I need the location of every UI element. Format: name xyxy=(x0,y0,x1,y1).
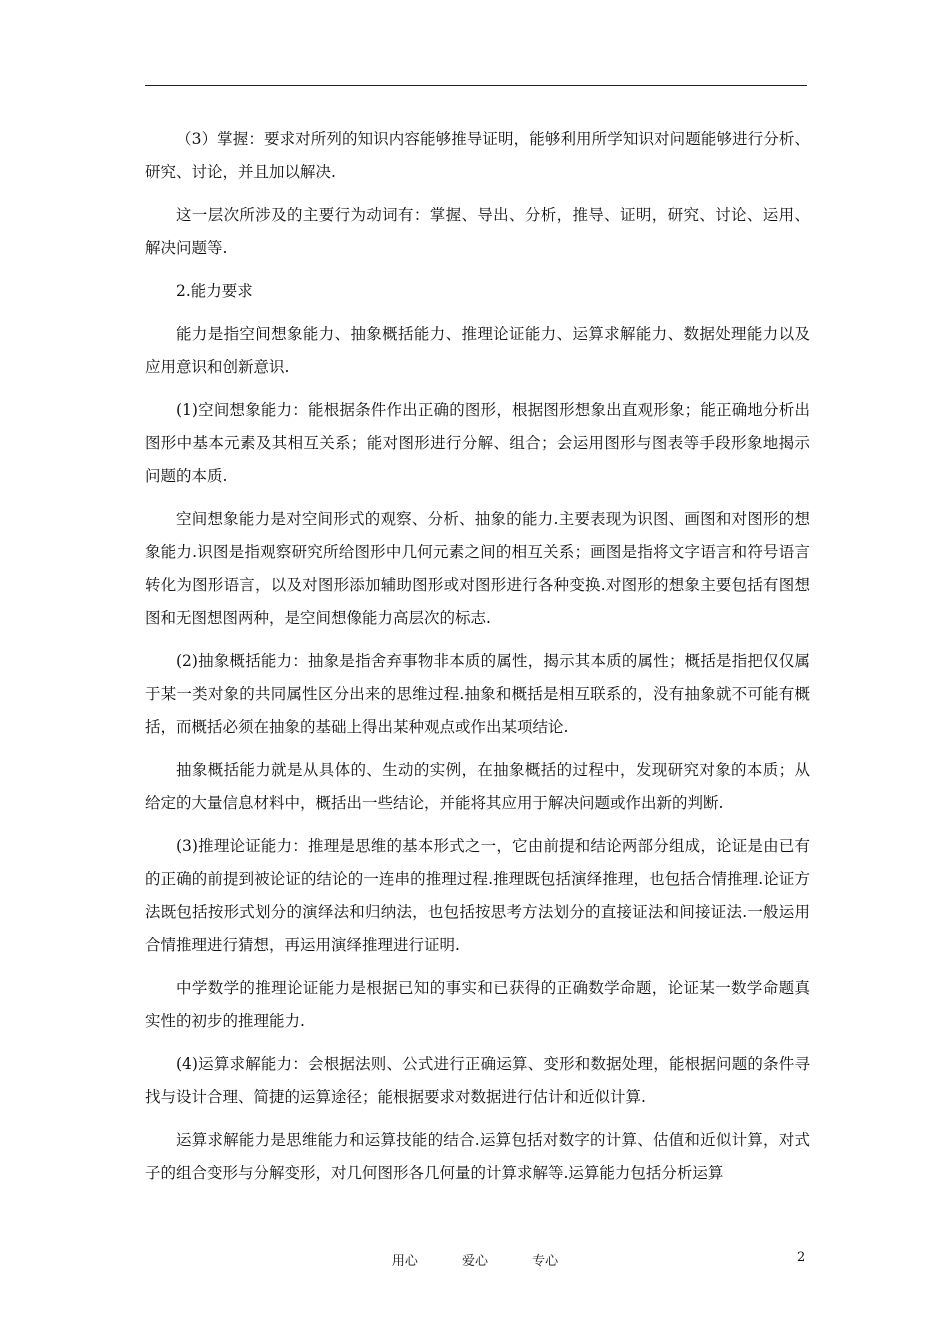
footer-word: 爱心 xyxy=(461,1254,488,1269)
paragraph-spatial-imagination-detail: 空间想象能力是对空间形式的观察、分析、抽象的能力.主要表现为识图、画图和对图形的想象能力.识图是指观察研究所给图形中几何元素之间的相互关系；画图是指将文字语言和符号语言转化为图形语言，以及对图形添加辅助图形或对图形进行各种变换.对图形的想象主要包括有图想图和无图想图两种，是空间想像能力高层次的标志. xyxy=(145,510,810,627)
paragraph-abstraction-detail: 抽象概括能力就是从具体的、生动的实例，在抽象概括的过程中，发现研究对象的本质；从给定的大量信息材料中，概括出一些结论，并能将其应用于解决问题或作出新的判断. xyxy=(145,761,810,812)
footer-motto xyxy=(0,1250,950,1269)
paragraph-computation: (4)运算求解能力：会根据法则、公式进行正确运算、变形和数据处理，能根据问题的条件寻找与设计合理、简捷的运算途径；能根据要求对数据进行估计和近似计算. xyxy=(145,1055,810,1106)
footer-word: 专心 xyxy=(532,1254,559,1269)
paragraph-mastery: （3）掌握：要求对所列的知识内容能够推导证明，能够利用所学知识对问题能够进行分析、研究、讨论，并且加以解决. xyxy=(145,130,810,181)
paragraph-ability-definition: 能力是指空间想象能力、抽象概括能力、推理论证能力、运算求解能力、数据处理能力以及应用意识和创新意识. xyxy=(145,325,810,376)
paragraph-abstraction: (2)抽象概括能力：抽象是指舍弃事物非本质的属性，揭示其本质的属性；概括是指把仅仅属于某一类对象的共同属性区分出来的思维过程.抽象和概括是相互联系的，没有抽象就不可能有概括，而概括必须在抽象的基础上得出某种观点或作出某项结论. xyxy=(145,652,810,736)
footer-word: 用心 xyxy=(391,1254,418,1269)
paragraph-reasoning: (3)推理论证能力：推理是思维的基本形式之一，它由前提和结论两部分组成，论证是由已有的正确的前提到被论证的结论的一连串的推理过程.推理既包括演绎推理，也包括合情推理.论证方法既包括按形式划分的演绎法和归纳法，也包括按思考方法划分的直接证法和间接证法.一般运用合情推理进行猜想，再运用演绎推理进行证明. xyxy=(145,837,810,954)
section-heading-ability-requirements: 2.能力要求 xyxy=(176,282,253,300)
page-number: 2 xyxy=(797,1250,806,1265)
paragraph-reasoning-detail: 中学数学的推理论证能力是根据已知的事实和已获得的正确数学命题，论证某一数学命题真实性的初步的推理能力. xyxy=(145,979,810,1030)
header-rule xyxy=(145,85,807,86)
document-body xyxy=(145,123,810,1200)
paragraph-computation-detail: 运算求解能力是思维能力和运算技能的结合.运算包括对数字的计算、估值和近似计算，对式子的组合变形与分解变形，对几何图形各几何量的计算求解等.运算能力包括分析运算 xyxy=(145,1131,810,1182)
paragraph-action-verbs: 这一层次所涉及的主要行为动词有：掌握、导出、分析，推导、证明，研究、讨论、运用、解决问题等. xyxy=(145,206,810,257)
paragraph-spatial-imagination: (1)空间想象能力：能根据条件作出正确的图形，根据图形想象出直观形象；能正确地分析出图形中基本元素及其相互关系；能对图形进行分解、组合；会运用图形与图表等手段形象地揭示问题的本质. xyxy=(145,401,810,485)
